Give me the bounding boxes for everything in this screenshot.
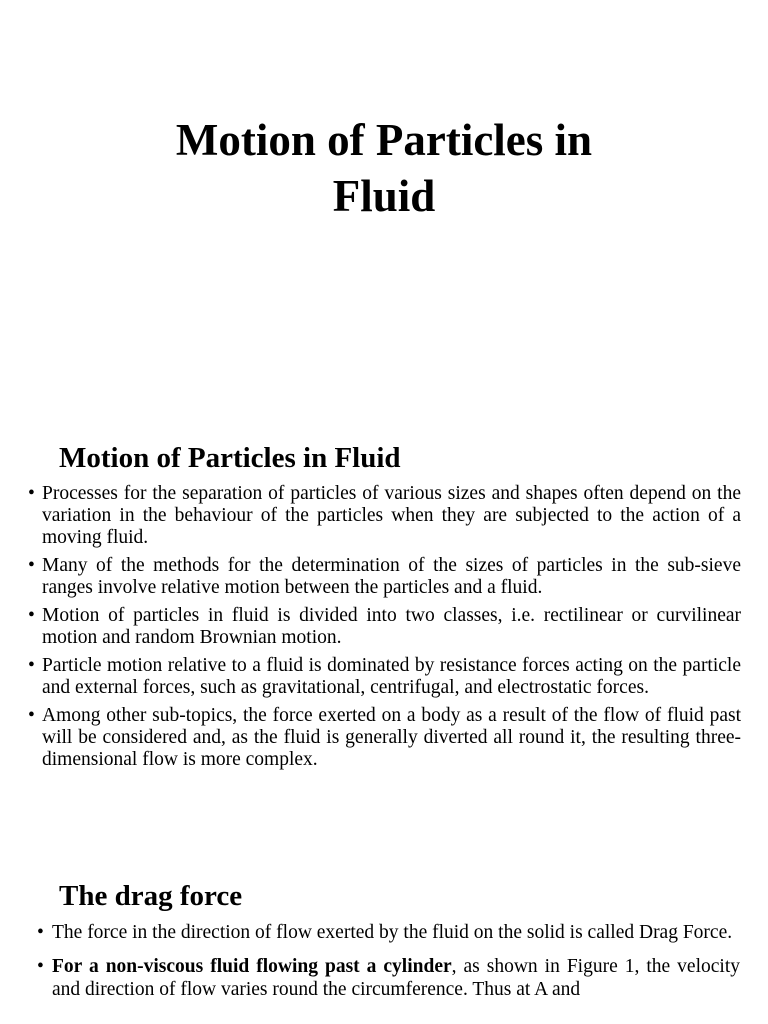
list-item (28, 605, 741, 649)
bullet-icon: • (28, 655, 35, 676)
list-item-text: Particle motion relative to a fluid is dominated by resistance forces acting on the particle and external forces, such as gravitational, centrifugal, and electrostatic forces. (42, 655, 741, 698)
bullet-list (28, 483, 741, 777)
bullet-icon: • (37, 956, 44, 977)
section-heading: The drag force (59, 880, 243, 912)
bullet-icon: • (28, 483, 35, 504)
list-item-text: The force in the direction of flow exerted by the fluid on the solid is called Drag Force. (52, 922, 733, 943)
section-heading: Motion of Particles in Fluid (59, 442, 401, 474)
bullet-icon: • (28, 705, 35, 726)
list-item (28, 705, 741, 771)
list-item-text: Among other sub-topics, the force exerted on a body as a result of the flow of fluid past will be considered and, as the fluid is generally diverted all round it, the resulting three-dimensional flow is more complex. (42, 705, 741, 770)
bullet-icon: • (28, 555, 35, 576)
list-item-text: Processes for the separation of particles of various sizes and shapes often depend on the variation in the behaviour of the particles when they are subjected to the action of a moving fluid. (42, 483, 741, 548)
bullet-icon: • (37, 922, 44, 943)
list-item-text: Many of the methods for the determination of the sizes of particles in the sub-sieve ranges involve relative motion between the particles and a fluid. (42, 555, 741, 598)
list-item (37, 921, 740, 944)
slide-title-line-2: Fluid (332, 171, 436, 221)
slide-title-line-1: Motion of Particles in (175, 115, 593, 165)
slide-title (0, 112, 768, 224)
list-item (28, 555, 741, 599)
bullet-list (37, 921, 740, 1012)
list-item (37, 955, 740, 1001)
list-item (28, 655, 741, 699)
list-item-bold-text: For a non-viscous fluid flowing past a cylinder (52, 956, 452, 977)
list-item (28, 483, 741, 549)
list-item-text: Motion of particles in fluid is divided into two classes, i.e. rectilinear or curvilinear motion and random Brownian motion. (42, 605, 741, 648)
list-item-text: , as shown in Figure 1, the velocity and direction of flow varies round the circumference. Thus at A and (52, 956, 740, 1000)
bullet-icon: • (28, 605, 35, 626)
